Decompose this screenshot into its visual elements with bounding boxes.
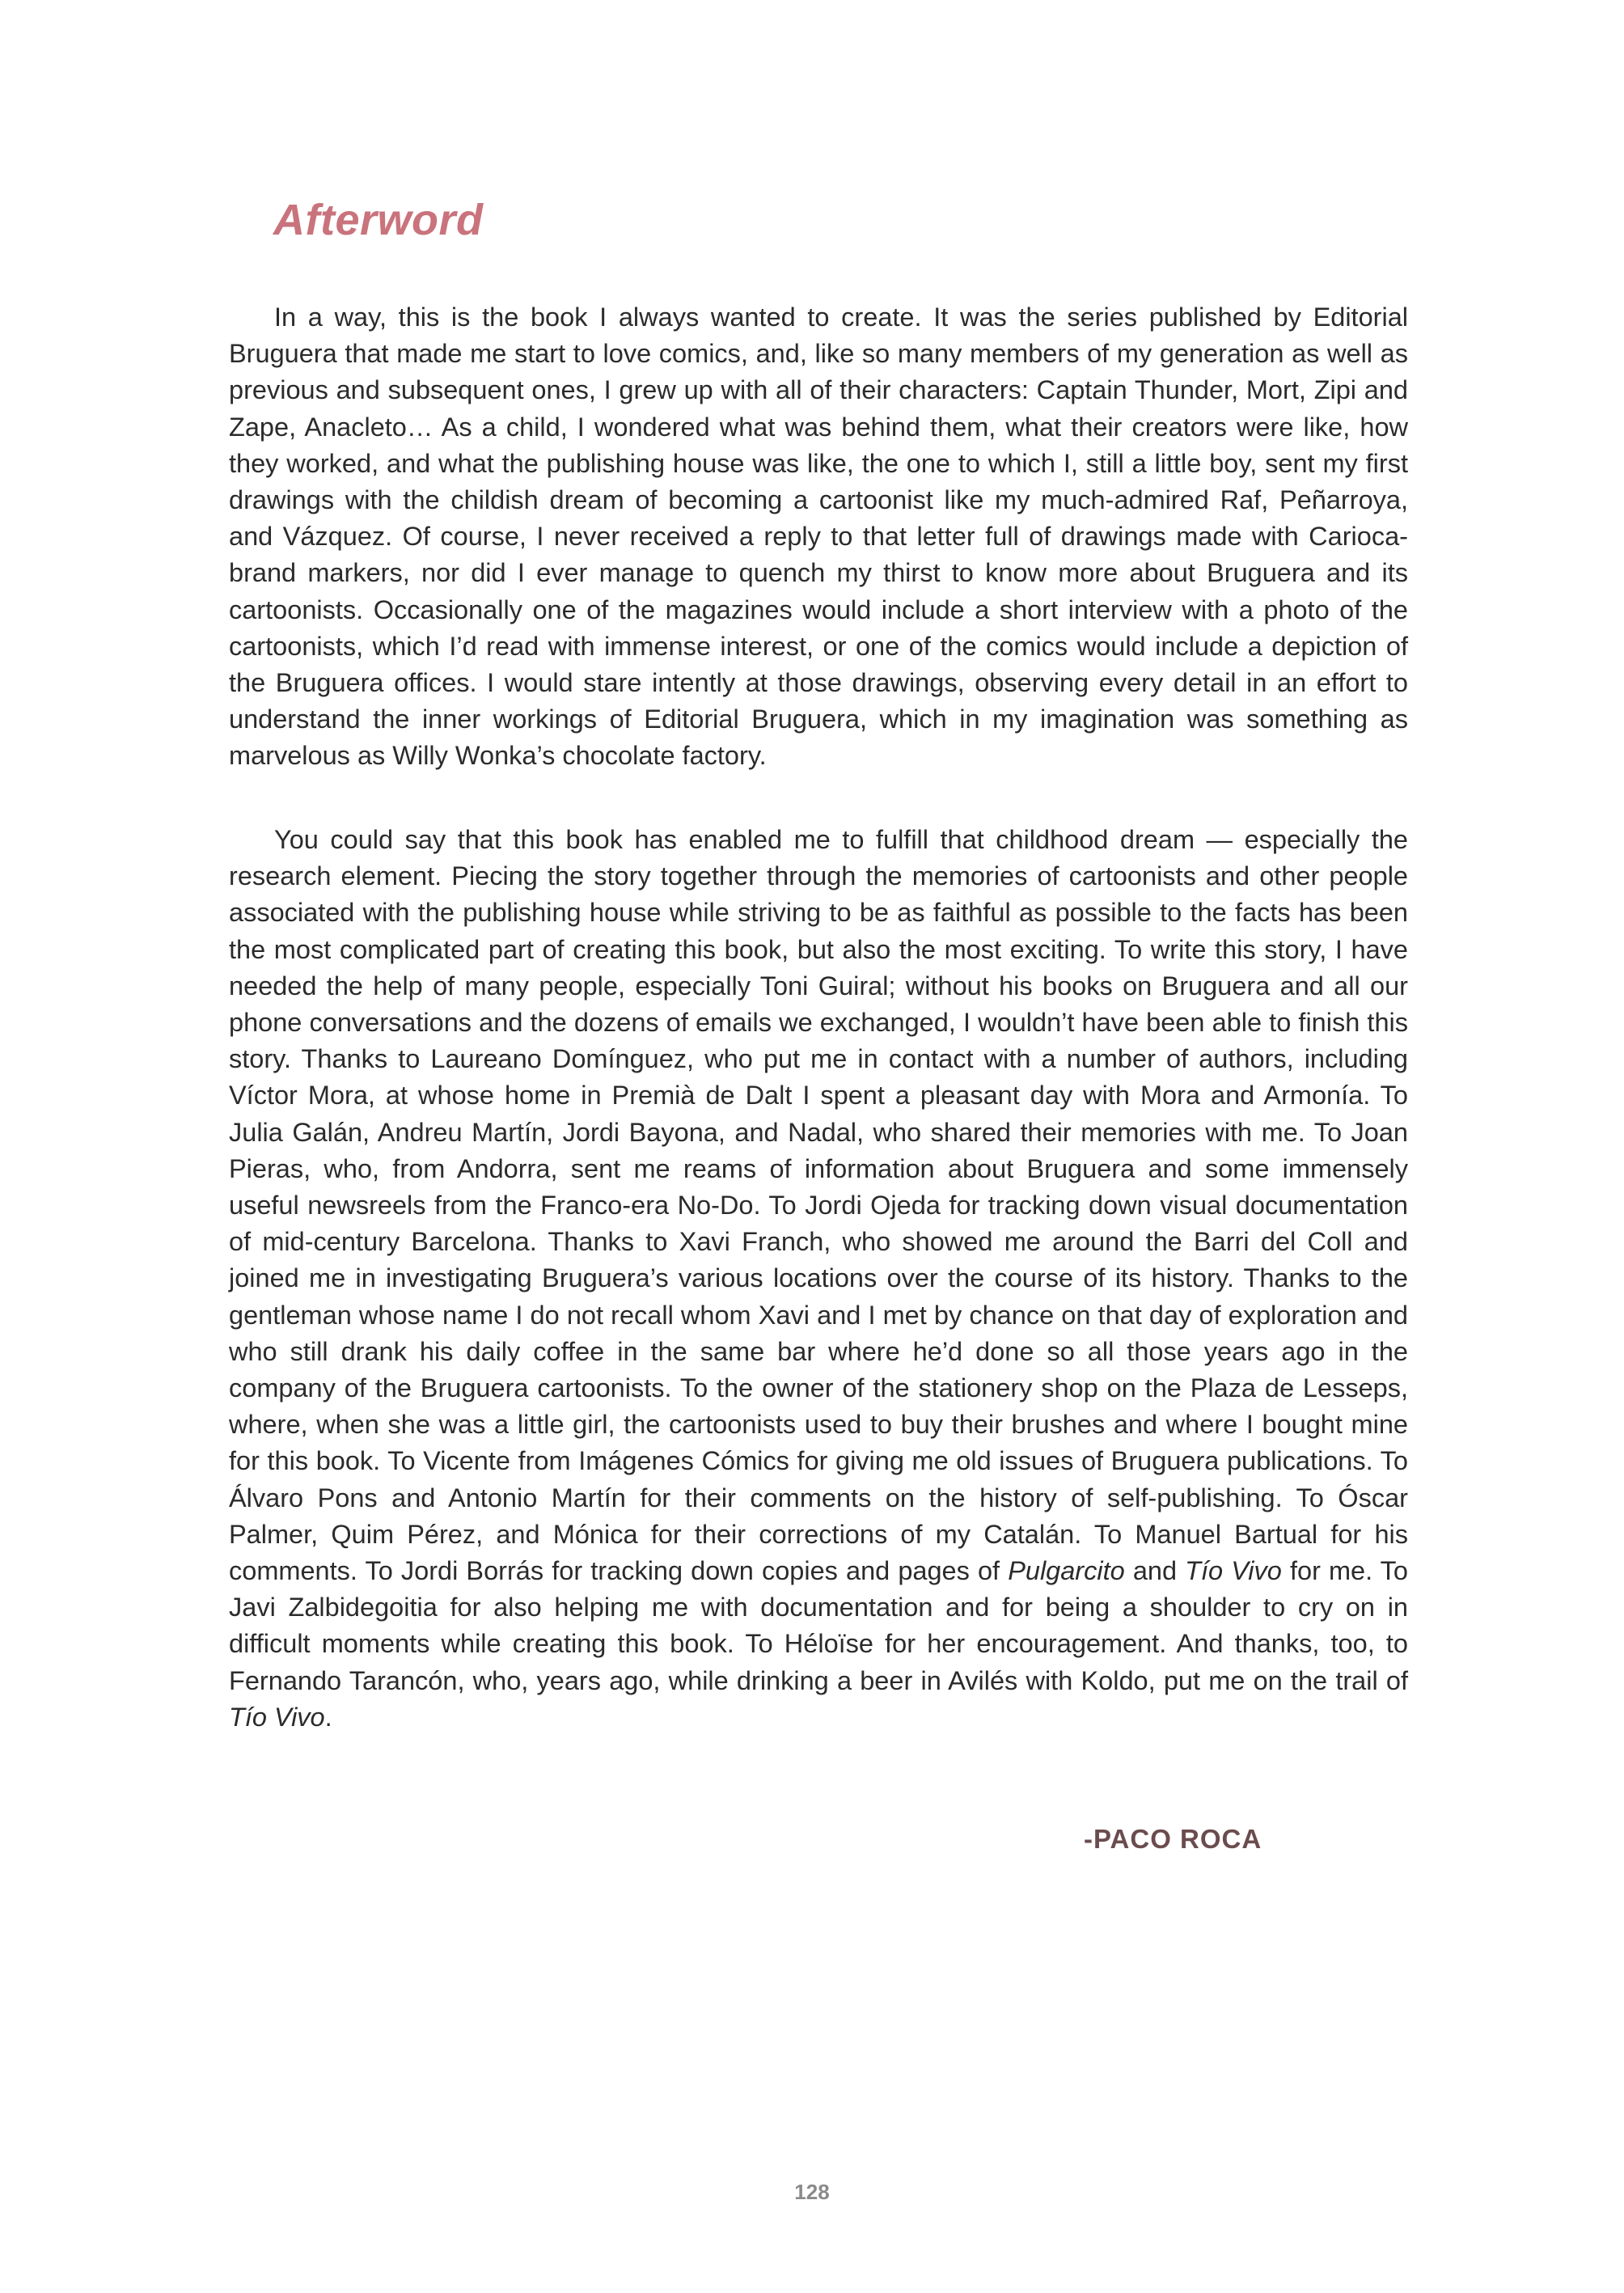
page-title: Afterword	[273, 196, 484, 244]
afterword-paragraph-2	[229, 822, 1408, 1736]
italic-title-segment: Tío Vivo	[229, 1702, 325, 1732]
italic-title-segment: Tío Vivo	[1185, 1556, 1282, 1586]
afterword-paragraph-1	[229, 299, 1408, 775]
text-segment: You could say that this book has enabled me to fulfill that childhood dream — especially the research element. Piecing the story together through the memories of cartoonists and other people associated with the publishing house while striving to be as faithful as possible to the facts has been the most complicated part of creating this book, but also the most exciting. To write this story, I have needed the help of many people, especially Toni Guiral; without his books on Bruguera and all our phone conversations and the dozens of emails we exchanged, I wouldn’t have been able to finish this story. Thanks to Laureano Domínguez, who put me in contact with a number of authors, including Víctor Mora, at whose home in Premià de Dalt I spent a pleasant day with Mora and Armonía. To Julia Galán, Andreu Martín, Jordi Bayona, and Nadal, who shared their memories with me. To Joan Pieras, who, from Andorra, sent me reams of information about Bruguera and some immensely useful newsreels from the Franco-era No-Do. To Jordi Ojeda for tracking down visual documentation of mid-century Barcelona. Thanks to Xavi Franch, who showed me around the Barri del Coll and joined me in investigating Bruguera’s various locations over the course of its history. Thanks to the gentleman whose name I do not recall whom Xavi and I met by chance on that day of exploration and who still drank his daily coffee in the same bar where he’d done so all those years ago in the company of the Bruguera cartoonists. To the owner of the stationery shop on the Plaza de Lesseps, where, when she was a little girl, the cartoonists used to buy their brushes and where I bought mine for this book. To Vicente from Imágenes Cómics for giving me old issues of Bruguera publications. To Álvaro Pons and Antonio Martín for their comments on the history of self-publishing. To Óscar Palmer, Quim Pérez, and Mónica for their corrections of my Catalán. To Manuel Bartual for his comments. To Jordi Borrás for tracking down copies and pages of	[229, 825, 1408, 1586]
page-number: 128	[794, 2180, 830, 2204]
text-segment: and	[1124, 1556, 1186, 1586]
text-segment: In a way, this is the book I always wanted to create. It was the series published by Editorial Bruguera that made me start to love comics, and, like so many members of my generation as well as previous and subsequent ones, I grew up with all of their characters: Captain Thunder, Mort, Zipi and Zape, Anacleto… As a child, I wondered what was behind them, what their creators were like, how they worked, and what the publishing house was like, the one to which I, still a little boy, sent my first drawings with the childish dream of becoming a cartoonist like my much-admired Raf, Peñarroya, and Vázquez. Of course, I never received a reply to that letter full of drawings made with Carioca-brand markers, nor did I ever manage to quench my thirst to know more about Bruguera and its cartoonists. Occasionally one of the magazines would include a short interview with a photo of the cartoonists, which I’d read with immense interest, or one of the comics would include a depiction of the Bruguera offices. I would stare intently at those drawings, observing every detail in an effort to understand the inner workings of Editorial Bruguera, which in my imagination was something as marvelous as Willy Wonka’s chocolate factory.	[229, 302, 1408, 771]
author-signature: -PACO ROCA	[1084, 1824, 1262, 1854]
text-segment: for me. To Javi Zalbidegoitia for also helping me with documentation and for being a shoulder to cry on in difficult moments while creating this book. To Héloïse for her encouragement. And thanks, too, to Fernando Tarancón, who, years ago, while drinking a beer in Avilés with Koldo, put me on the trail of	[229, 1556, 1409, 1695]
italic-title-segment: Pulgarcito	[1008, 1556, 1125, 1586]
text-segment: .	[324, 1702, 332, 1732]
